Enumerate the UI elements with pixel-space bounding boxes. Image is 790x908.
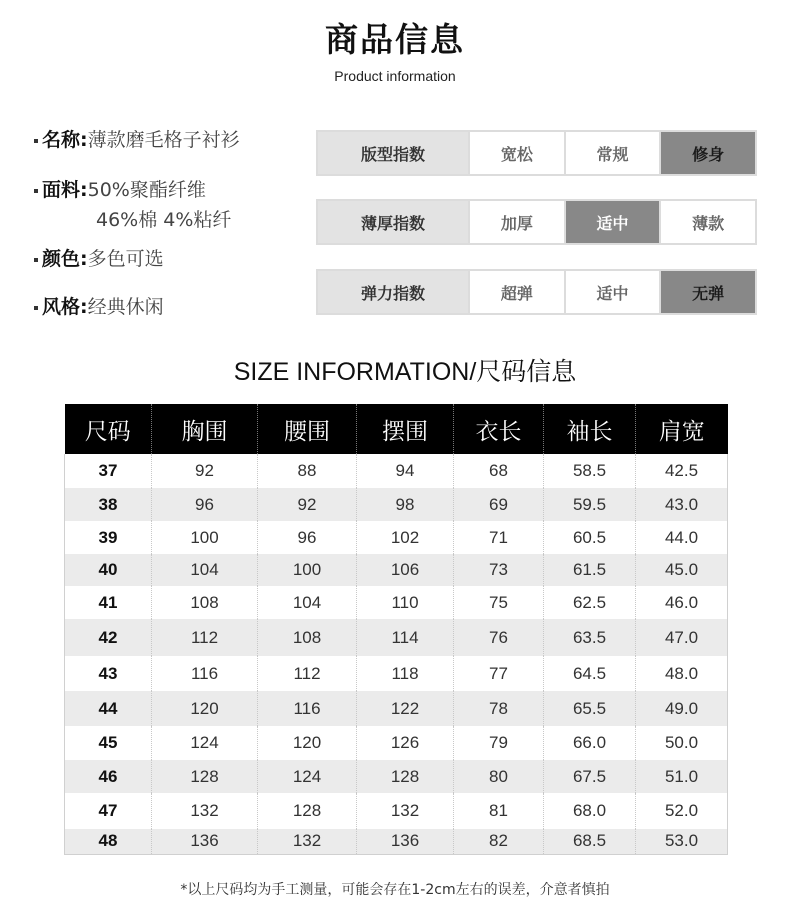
size-cell: 38 — [65, 488, 152, 521]
measurement-cell: 53.0 — [636, 829, 728, 854]
size-cell: 37 — [65, 454, 152, 488]
column-header: 袖长 — [544, 404, 636, 454]
index-option: 常规 — [564, 132, 660, 174]
measurement-cell: 120 — [152, 691, 258, 726]
measurement-cell: 112 — [258, 656, 357, 691]
index-option: 无弹 — [659, 271, 755, 313]
measurement-cell: 82 — [454, 829, 544, 854]
measurement-cell: 118 — [357, 656, 454, 691]
measurement-cell: 96 — [152, 488, 258, 521]
measurement-cell: 62.5 — [544, 586, 636, 619]
measurement-cell: 48.0 — [636, 656, 728, 691]
info-fabric-cont: 46%棉 4%粘纤 — [96, 209, 232, 231]
size-cell: 46 — [65, 760, 152, 793]
measurement-cell: 116 — [258, 691, 357, 726]
measurement-cell: 126 — [357, 726, 454, 760]
size-cell: 42 — [65, 619, 152, 656]
measurement-cell: 100 — [258, 554, 357, 586]
bullet-icon — [34, 258, 38, 262]
index-option: 修身 — [659, 132, 755, 174]
measurement-cell: 102 — [357, 521, 454, 554]
table-row — [65, 454, 728, 488]
measurement-cell: 94 — [357, 454, 454, 488]
measurement-cell: 46.0 — [636, 586, 728, 619]
table-row — [65, 488, 728, 521]
measurement-cell: 132 — [258, 829, 357, 854]
measurement-cell: 77 — [454, 656, 544, 691]
measurement-cell: 112 — [152, 619, 258, 656]
measurement-cell: 98 — [357, 488, 454, 521]
measurement-cell: 42.5 — [636, 454, 728, 488]
bullet-icon — [34, 189, 38, 193]
column-header: 腰围 — [258, 404, 357, 454]
measurement-cell: 60.5 — [544, 521, 636, 554]
page-title: 商品信息 — [325, 20, 465, 59]
measurement-note: *以上尺码均为手工测量，可能会存在1-2cm左右的误差，介意者慎拍 — [180, 882, 610, 898]
measurement-cell: 43.0 — [636, 488, 728, 521]
measurement-cell: 59.5 — [544, 488, 636, 521]
bullet-icon — [34, 306, 38, 310]
size-heading: SIZE INFORMATION/尺码信息 — [233, 358, 577, 386]
measurement-cell: 106 — [357, 554, 454, 586]
index-row-fit — [316, 130, 757, 176]
size-cell: 47 — [65, 793, 152, 829]
index-option: 超弹 — [468, 271, 564, 313]
measurement-cell: 128 — [258, 793, 357, 829]
index-option: 适中 — [564, 271, 660, 313]
measurement-cell: 120 — [258, 726, 357, 760]
info-value: 经典休闲 — [87, 296, 164, 318]
measurement-cell: 52.0 — [636, 793, 728, 829]
info-value: 多色可选 — [87, 248, 164, 270]
index-label: 薄厚指数 — [318, 201, 468, 243]
index-option: 加厚 — [468, 201, 564, 243]
measurement-cell: 61.5 — [544, 554, 636, 586]
measurement-cell: 136 — [152, 829, 258, 854]
index-row-thickness — [316, 199, 757, 245]
size-table-body — [65, 454, 728, 854]
measurement-cell: 132 — [357, 793, 454, 829]
measurement-cell: 75 — [454, 586, 544, 619]
size-cell: 45 — [65, 726, 152, 760]
size-table — [64, 404, 728, 855]
measurement-cell: 108 — [152, 586, 258, 619]
measurement-cell: 66.0 — [544, 726, 636, 760]
measurement-cell: 68 — [454, 454, 544, 488]
measurement-cell: 69 — [454, 488, 544, 521]
measurement-cell: 44.0 — [636, 521, 728, 554]
index-label: 弹力指数 — [318, 271, 468, 313]
index-option: 适中 — [564, 201, 660, 243]
column-header: 摆围 — [357, 404, 454, 454]
info-color — [34, 244, 164, 271]
column-header: 肩宽 — [636, 404, 728, 454]
measurement-cell: 104 — [152, 554, 258, 586]
bullet-icon — [34, 139, 38, 143]
measurement-cell: 79 — [454, 726, 544, 760]
measurement-cell: 64.5 — [544, 656, 636, 691]
measurement-cell: 68.5 — [544, 829, 636, 854]
measurement-cell: 51.0 — [636, 760, 728, 793]
measurement-cell: 132 — [152, 793, 258, 829]
info-key: 名称: — [42, 129, 88, 151]
measurement-cell: 45.0 — [636, 554, 728, 586]
size-cell: 43 — [65, 656, 152, 691]
table-row — [65, 760, 728, 793]
measurement-cell: 71 — [454, 521, 544, 554]
table-row — [65, 619, 728, 656]
measurement-cell: 88 — [258, 454, 357, 488]
column-header: 尺码 — [65, 404, 152, 454]
info-key: 面料: — [42, 179, 88, 201]
measurement-cell: 96 — [258, 521, 357, 554]
size-cell: 48 — [65, 829, 152, 854]
measurement-cell: 124 — [152, 726, 258, 760]
info-name — [34, 125, 240, 152]
measurement-cell: 68.0 — [544, 793, 636, 829]
measurement-cell: 67.5 — [544, 760, 636, 793]
info-key: 颜色: — [42, 248, 88, 270]
table-row — [65, 521, 728, 554]
measurement-cell: 114 — [357, 619, 454, 656]
measurement-cell: 65.5 — [544, 691, 636, 726]
measurement-cell: 78 — [454, 691, 544, 726]
measurement-cell: 47.0 — [636, 619, 728, 656]
table-row — [65, 726, 728, 760]
table-row — [65, 691, 728, 726]
measurement-cell: 81 — [454, 793, 544, 829]
measurement-cell: 92 — [152, 454, 258, 488]
measurement-cell: 76 — [454, 619, 544, 656]
info-style — [34, 292, 164, 319]
index-option: 宽松 — [468, 132, 564, 174]
measurement-cell: 128 — [152, 760, 258, 793]
size-cell: 39 — [65, 521, 152, 554]
column-header: 胸围 — [152, 404, 258, 454]
info-key: 风格: — [42, 296, 88, 318]
measurement-cell: 49.0 — [636, 691, 728, 726]
measurement-cell: 63.5 — [544, 619, 636, 656]
measurement-cell: 116 — [152, 656, 258, 691]
measurement-cell: 50.0 — [636, 726, 728, 760]
measurement-cell: 124 — [258, 760, 357, 793]
measurement-cell: 110 — [357, 586, 454, 619]
page-subtitle: Product information — [334, 68, 456, 84]
column-header: 衣长 — [454, 404, 544, 454]
measurement-cell: 136 — [357, 829, 454, 854]
measurement-cell: 100 — [152, 521, 258, 554]
table-row — [65, 656, 728, 691]
table-row — [65, 793, 728, 829]
measurement-cell: 108 — [258, 619, 357, 656]
measurement-cell: 104 — [258, 586, 357, 619]
measurement-cell: 122 — [357, 691, 454, 726]
table-row — [65, 829, 728, 854]
info-value: 50%聚酯纤维 — [87, 179, 206, 201]
index-option: 薄款 — [659, 201, 755, 243]
measurement-cell: 128 — [357, 760, 454, 793]
measurement-cell: 58.5 — [544, 454, 636, 488]
size-cell: 41 — [65, 586, 152, 619]
size-cell: 40 — [65, 554, 152, 586]
index-label: 版型指数 — [318, 132, 468, 174]
measurement-cell: 92 — [258, 488, 357, 521]
measurement-cell: 80 — [454, 760, 544, 793]
size-cell: 44 — [65, 691, 152, 726]
index-row-stretch — [316, 269, 757, 315]
measurement-cell: 73 — [454, 554, 544, 586]
table-row — [65, 586, 728, 619]
info-value: 薄款磨毛格子衬衫 — [87, 129, 240, 151]
info-fabric — [34, 175, 206, 202]
size-table-header — [65, 404, 728, 454]
table-row — [65, 554, 728, 586]
